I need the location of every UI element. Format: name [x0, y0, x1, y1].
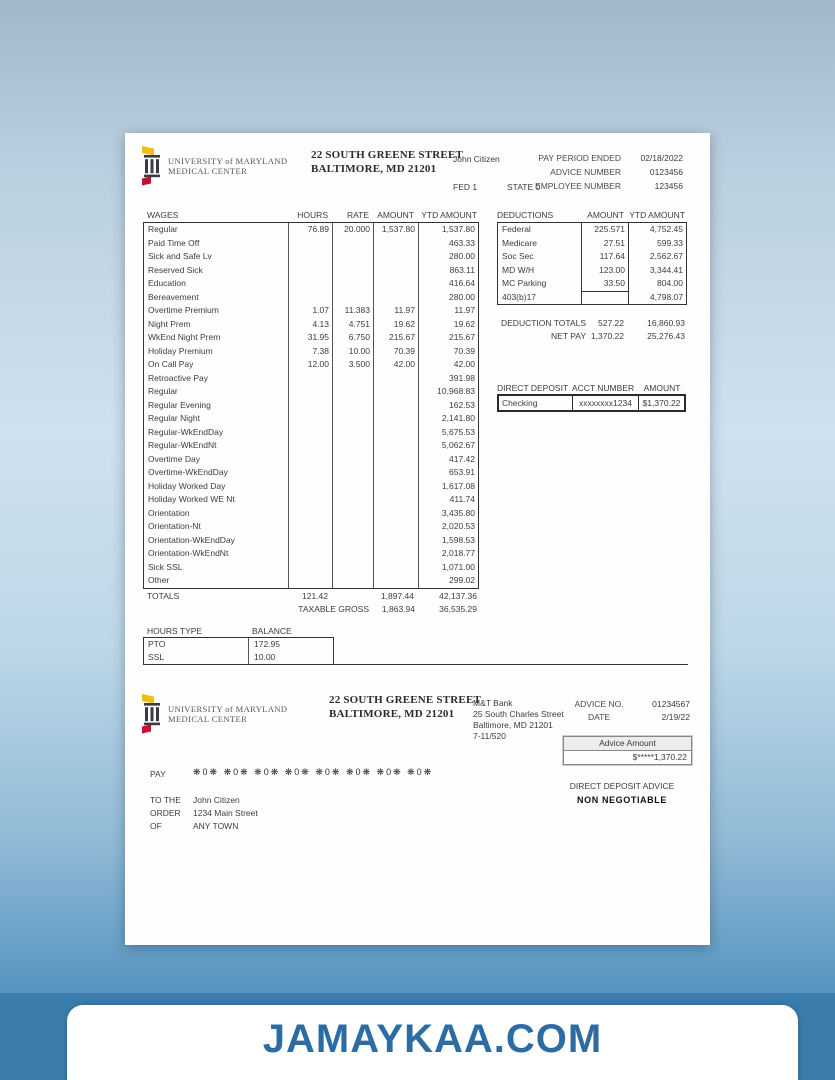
wage-label: Paid Time Off: [148, 237, 200, 248]
deductions-header: [497, 209, 688, 222]
company-address-line1: 22 SOUTH GREENE STREET: [311, 149, 464, 161]
wage-label: Reserved Sick: [148, 264, 203, 275]
dd-amount-col-header: AMOUNT: [643, 383, 681, 393]
wage-ytd: 417.42: [418, 453, 478, 467]
wage-rate: [332, 291, 373, 305]
deduction-amount: 225.571: [581, 223, 628, 237]
company-address-line2: BALTIMORE, MD 21201: [311, 163, 437, 175]
totals-amount: 1,897.44: [380, 591, 414, 601]
wage-label: Education: [148, 278, 186, 288]
wage-hours: [288, 493, 332, 507]
taxable-gross-row: [143, 603, 480, 616]
wage-row: [144, 331, 478, 345]
wage-label: Holiday Worked Day: [148, 480, 226, 491]
wage-rate: [332, 547, 373, 561]
wages-col-header: WAGES: [147, 210, 179, 220]
wage-hours: [288, 385, 332, 399]
wage-hours: [288, 520, 332, 534]
wage-rate: 11.383: [332, 304, 373, 318]
ummc-column-icon: [141, 693, 163, 735]
wage-rate: [332, 439, 373, 453]
wage-amount: [373, 291, 418, 305]
wage-row: [144, 264, 478, 278]
payee-block: [193, 794, 258, 833]
pay-info-row: [473, 151, 683, 165]
to-the-label: TO THE: [150, 795, 181, 805]
deduction-amount: 33.50: [581, 277, 628, 291]
wage-hours: [288, 574, 332, 588]
direct-deposit-advice-text: DIRECT DEPOSIT ADVICE: [569, 781, 675, 791]
wage-rate: [332, 453, 373, 467]
wage-row: [144, 345, 478, 359]
totals-ytd: 42,137.36: [439, 591, 477, 601]
pay-label: PAY: [150, 769, 166, 779]
wage-label: Regular: [148, 224, 178, 234]
wage-ytd: 5,062.67: [418, 439, 478, 453]
rate-col-header: RATE: [346, 210, 369, 220]
deduction-amount-col-header: AMOUNT: [587, 210, 624, 220]
logo-line2: MEDICAL CENTER: [168, 166, 248, 176]
deduction-row: [498, 223, 686, 237]
wage-rate: [332, 385, 373, 399]
wage-ytd: 162.53: [418, 399, 478, 413]
wage-label: Sick and Safe Lv: [148, 251, 212, 261]
wage-label: WkEnd Night Prem: [148, 332, 221, 342]
advice-amount-box: [563, 736, 692, 765]
date-label: DATE: [587, 712, 611, 722]
wage-ytd: 2,141.80: [418, 412, 478, 426]
wage-amount: 70.39: [373, 345, 418, 359]
advice-amount-value: $*****1,370.22: [632, 752, 687, 762]
wage-hours: [288, 534, 332, 548]
wage-ytd: 2,018.77: [418, 547, 478, 561]
section-divider-line: [143, 664, 688, 665]
wage-ytd: 280.00: [418, 250, 478, 264]
wage-rate: 3.500: [332, 358, 373, 372]
direct-deposit-row: [499, 396, 684, 410]
hours-balance-table: [143, 637, 334, 665]
advice-no-row: [563, 698, 690, 711]
wage-ytd: 3,435.80: [418, 507, 478, 521]
wage-label: Bereavement: [148, 291, 199, 302]
wage-ytd: 11.97: [418, 304, 478, 318]
wage-ytd: 10,968.83: [418, 385, 478, 399]
wage-hours: [288, 507, 332, 521]
net-pay-ytd: 25,276.43: [647, 331, 685, 341]
deduction-amount: 27.51: [581, 237, 628, 251]
wage-ytd: 411.74: [418, 493, 478, 507]
advice-date-row: [563, 711, 690, 724]
deposit-amount: $1,370.22: [638, 396, 684, 410]
check-address-line1: 22 SOUTH GREENE STREET: [329, 694, 482, 706]
pay-amount-symbols: ❋0❋ ❋0❋ ❋0❋ ❋0❋ ❋0❋ ❋0❋ ❋0❋ ❋0❋: [193, 767, 434, 777]
deduction-ytd-col-header: YTD AMOUNT: [629, 210, 685, 220]
wage-hours: [288, 480, 332, 494]
wage-hours: 12.00: [288, 358, 332, 372]
wage-amount: [373, 385, 418, 399]
wage-ytd: 1,071.00: [418, 561, 478, 575]
deduction-row: [498, 277, 686, 291]
deduction-ytd: 804.00: [628, 277, 686, 291]
direct-deposit-header: [497, 382, 688, 394]
wage-row: [144, 426, 478, 440]
taxable-gross-ytd: 36,535.29: [439, 604, 477, 614]
wage-ytd: 1,617.08: [418, 480, 478, 494]
wage-label: Regular Night: [148, 413, 200, 423]
wage-hours: 7.38: [288, 345, 332, 359]
hours-type: SSL: [148, 652, 165, 662]
direct-deposit-advice-block: [547, 781, 697, 805]
bank-name: M&T Bank: [473, 698, 513, 708]
wage-row: [144, 534, 478, 548]
wage-row: [144, 574, 478, 588]
advice-amount-label: Advice Amount: [564, 737, 691, 751]
wage-hours: [288, 291, 332, 305]
pay-info-block: [473, 151, 683, 193]
direct-deposit-col-header: DIRECT DEPOSIT: [497, 383, 569, 393]
wage-hours: [288, 372, 332, 386]
pay-period-value: 02/18/2022: [640, 153, 683, 163]
deduction-ytd: 3,344.41: [628, 264, 686, 278]
wage-label: Orientation-WkEndDay: [148, 534, 235, 545]
wage-amount: [373, 493, 418, 507]
deduction-ytd: 599.33: [628, 237, 686, 251]
payee-label-block: [150, 794, 181, 833]
wage-amount: [373, 412, 418, 426]
watermark-text: JAMAYKAA.COM: [262, 1017, 603, 1061]
wage-amount: [373, 453, 418, 467]
check-logo-line1: UNIVERSITY of MARYLAND: [168, 704, 288, 714]
wage-label: Regular Evening: [148, 399, 211, 410]
deduction-totals-label: DEDUCTION TOTALS: [501, 318, 587, 328]
deduction-amount: 123.00: [581, 264, 628, 278]
deduction-row: [498, 237, 686, 251]
totals-label: TOTALS: [147, 591, 180, 601]
wage-amount: [373, 372, 418, 386]
deduction-label: Federal: [502, 224, 531, 234]
wage-hours: 76.89: [288, 223, 332, 237]
wage-amount: [373, 237, 418, 251]
wage-rate: [332, 372, 373, 386]
wage-row: [144, 507, 478, 521]
payee-address: 1234 Main Street: [193, 808, 258, 818]
wage-amount: [373, 561, 418, 575]
advice-no-label: ADVICE NO.: [574, 699, 624, 709]
non-negotiable-text: NON NEGOTIABLE: [577, 795, 667, 805]
wage-hours: [288, 412, 332, 426]
wage-row: [144, 520, 478, 534]
wage-ytd: 215.67: [418, 331, 478, 345]
wage-hours: [288, 264, 332, 278]
deduction-row: [498, 264, 686, 278]
wage-amount: [373, 466, 418, 480]
bank-fraction: 7-11/520: [473, 731, 506, 741]
wage-ytd: 299.02: [418, 574, 478, 588]
wage-amount: 19.62: [373, 318, 418, 332]
wage-label: Overtime-WkEndDay: [148, 467, 228, 477]
wage-ytd: 70.39: [418, 345, 478, 359]
wage-row: [144, 399, 478, 413]
pay-info-row: [473, 179, 683, 193]
wage-row: [144, 385, 478, 399]
wage-rate: [332, 561, 373, 575]
wage-rate: 10.00: [332, 345, 373, 359]
wage-hours: 31.95: [288, 331, 332, 345]
wage-label: Orientation-WkEndNt: [148, 548, 229, 558]
direct-deposit-table: [497, 394, 686, 412]
net-pay-label: NET PAY: [551, 331, 586, 341]
deduction-label: 403(b)17: [502, 291, 537, 302]
paystub-document: [125, 133, 710, 945]
order-label: ORDER: [150, 808, 181, 818]
net-pay-amount: 1,370.22: [590, 331, 624, 341]
ytd-col-header: YTD AMOUNT: [421, 210, 477, 220]
wage-row: [144, 237, 478, 251]
bank-address2: Baltimore, MD 21201: [473, 720, 553, 730]
wage-amount: [373, 574, 418, 588]
wage-rate: [332, 534, 373, 548]
wage-label: Other: [148, 575, 170, 585]
wage-hours: [288, 426, 332, 440]
hours-balance: 10.00: [248, 651, 333, 664]
deduction-totals-amount: 527.22: [598, 318, 624, 328]
date-value: 2/19/22: [661, 712, 690, 722]
wage-rate: [332, 493, 373, 507]
wage-rate: [332, 480, 373, 494]
wage-row: [144, 318, 478, 332]
wage-label: Retroactive Pay: [148, 372, 208, 383]
deduction-row: [498, 291, 686, 305]
wage-ytd: 416.64: [418, 277, 478, 291]
hours-balance-row: [144, 638, 333, 651]
employee-number-value: 123456: [654, 181, 683, 191]
check-address-line2: BALTIMORE, MD 21201: [329, 708, 455, 720]
wage-ytd: 463.33: [418, 237, 478, 251]
wage-ytd: 5,675.53: [418, 426, 478, 440]
wage-row: [144, 277, 478, 291]
wage-row: [144, 358, 478, 372]
deduction-amount: 117.64: [581, 250, 628, 264]
wage-hours: 4.13: [288, 318, 332, 332]
wage-ytd: 863.11: [418, 264, 478, 278]
company-address: [311, 148, 463, 176]
ummc-column-icon: [141, 145, 163, 187]
acct-number-col-header: ACCT NUMBER: [571, 383, 635, 393]
wage-rate: 6.750: [332, 331, 373, 345]
logo-line1: UNIVERSITY of MARYLAND: [168, 156, 288, 166]
hours-balance-header: [143, 625, 335, 637]
check-company-address: [329, 693, 481, 721]
wage-row: [144, 547, 478, 561]
wage-label: Orientation-Nt: [148, 521, 201, 531]
wage-row: [144, 223, 478, 237]
wage-ytd: 391.98: [418, 372, 478, 386]
wage-rate: [332, 237, 373, 251]
wage-label: Night Prem: [148, 318, 191, 329]
company-logo: [141, 145, 287, 187]
totals-hours: 121.42: [302, 591, 328, 601]
wage-amount: 11.97: [373, 304, 418, 318]
wage-amount: 215.67: [373, 331, 418, 345]
wage-row: [144, 291, 478, 305]
wage-rate: [332, 507, 373, 521]
deduction-ytd: 4,752.45: [628, 223, 686, 237]
net-pay-row: [497, 330, 688, 343]
wage-row: [144, 412, 478, 426]
wage-rate: [332, 520, 373, 534]
employee-name: John Citizen: [453, 154, 500, 164]
wage-hours: [288, 237, 332, 251]
taxable-gross-amount: 1,863.94: [381, 604, 415, 614]
wage-amount: [373, 399, 418, 413]
wage-label: Regular-WkEndNt: [148, 440, 217, 450]
bank-address1: 25 South Charles Street: [473, 709, 564, 719]
wage-ytd: 19.62: [418, 318, 478, 332]
wage-label: Holiday Premium: [148, 345, 213, 356]
wage-hours: [288, 453, 332, 467]
wage-rate: 20.000: [332, 223, 373, 237]
wage-amount: 42.00: [373, 358, 418, 372]
wage-hours: [288, 277, 332, 291]
wage-amount: [373, 250, 418, 264]
taxable-gross-label: TAXABLE GROSS: [298, 604, 369, 614]
wages-totals-row: [143, 590, 480, 603]
deduction-label: MD W/H: [502, 264, 535, 275]
deduction-ytd: 4,798.07: [628, 291, 686, 305]
wage-amount: [373, 439, 418, 453]
watermark-box: [67, 1005, 798, 1080]
wage-ytd: 1,537.80: [418, 223, 478, 237]
wage-rate: [332, 277, 373, 291]
wage-amount: [373, 264, 418, 278]
hours-balance-row: [144, 651, 333, 664]
wage-rate: [332, 466, 373, 480]
wage-hours: [288, 547, 332, 561]
payee-name: John Citizen: [193, 795, 240, 805]
wage-row: [144, 493, 478, 507]
advice-number-label: ADVICE NUMBER: [550, 167, 621, 177]
wage-row: [144, 480, 478, 494]
wage-row: [144, 250, 478, 264]
deduction-totals-row: [497, 317, 688, 330]
amount-col-header: AMOUNT: [377, 210, 414, 220]
wage-hours: 1.07: [288, 304, 332, 318]
wage-hours: [288, 561, 332, 575]
wage-row: [144, 561, 478, 575]
employee-number-label: EMPLOYEE NUMBER: [535, 181, 621, 191]
wage-rate: 4.751: [332, 318, 373, 332]
wage-row: [144, 453, 478, 467]
wages-header: [143, 209, 480, 222]
wage-row: [144, 304, 478, 318]
hours-balance: 172.95: [248, 638, 333, 651]
wage-amount: [373, 277, 418, 291]
wage-amount: [373, 547, 418, 561]
advice-no-value: 01234567: [652, 699, 690, 709]
wage-rate: [332, 250, 373, 264]
pay-period-label: PAY PERIOD ENDED: [538, 153, 621, 163]
deduction-label: Medicare: [502, 237, 537, 248]
deduction-totals-ytd: 16,860.93: [647, 318, 685, 328]
balance-col-header: BALANCE: [252, 626, 292, 636]
wage-label: Holiday Worked WE Nt: [148, 494, 235, 504]
wage-amount: [373, 534, 418, 548]
hours-type: PTO: [148, 639, 166, 649]
deduction-label: Soc Sec: [502, 251, 534, 261]
check-logo-line2: MEDICAL CENTER: [168, 714, 248, 724]
deduction-ytd: 2,562.67: [628, 250, 686, 264]
wage-rate: [332, 399, 373, 413]
wage-hours: [288, 399, 332, 413]
wage-hours: [288, 466, 332, 480]
wage-label: Regular-WkEndDay: [148, 426, 224, 437]
state-status: STATE 0: [507, 182, 541, 192]
wage-label: Regular: [148, 386, 178, 396]
wages-table: [143, 222, 479, 589]
wage-hours: [288, 250, 332, 264]
wage-ytd: 280.00: [418, 291, 478, 305]
wage-ytd: 653.91: [418, 466, 478, 480]
wage-amount: [373, 480, 418, 494]
bank-block: [473, 698, 564, 742]
advice-info-block: [563, 698, 690, 724]
wage-row: [144, 372, 478, 386]
account-type: Checking: [502, 398, 538, 408]
advice-number-value: 0123456: [649, 167, 683, 177]
wage-label: Overtime Premium: [148, 305, 219, 315]
wage-rate: [332, 426, 373, 440]
wage-amount: [373, 507, 418, 521]
wage-row: [144, 439, 478, 453]
wage-label: On Call Pay: [148, 359, 194, 369]
deductions-table: [497, 222, 687, 305]
deduction-label: MC Parking: [502, 278, 547, 288]
deductions-col-header: DEDUCTIONS: [497, 210, 554, 220]
check-company-logo: [141, 693, 287, 735]
wage-hours: [288, 439, 332, 453]
of-label: OF: [150, 821, 162, 831]
wage-ytd: 1,598.53: [418, 534, 478, 548]
wage-rate: [332, 574, 373, 588]
wage-amount: [373, 520, 418, 534]
pay-info-row: [473, 165, 683, 179]
account-number: xxxxxxxx1234: [572, 396, 638, 410]
wage-amount: 1,537.80: [373, 223, 418, 237]
fed-status: FED 1: [453, 182, 478, 192]
wage-ytd: 2,020.53: [418, 520, 478, 534]
wage-label: Orientation: [148, 507, 190, 518]
payee-city: ANY TOWN: [193, 821, 239, 831]
wage-label: Overtime Day: [148, 453, 200, 464]
wage-label: Sick SSL: [148, 561, 183, 572]
deduction-amount: [581, 291, 628, 305]
wage-amount: [373, 426, 418, 440]
wage-rate: [332, 264, 373, 278]
wage-rate: [332, 412, 373, 426]
wage-row: [144, 466, 478, 480]
wage-ytd: 42.00: [418, 358, 478, 372]
hours-type-col-header: HOURS TYPE: [147, 626, 203, 636]
deduction-row: [498, 250, 686, 264]
hours-col-header: HOURS: [297, 210, 328, 220]
